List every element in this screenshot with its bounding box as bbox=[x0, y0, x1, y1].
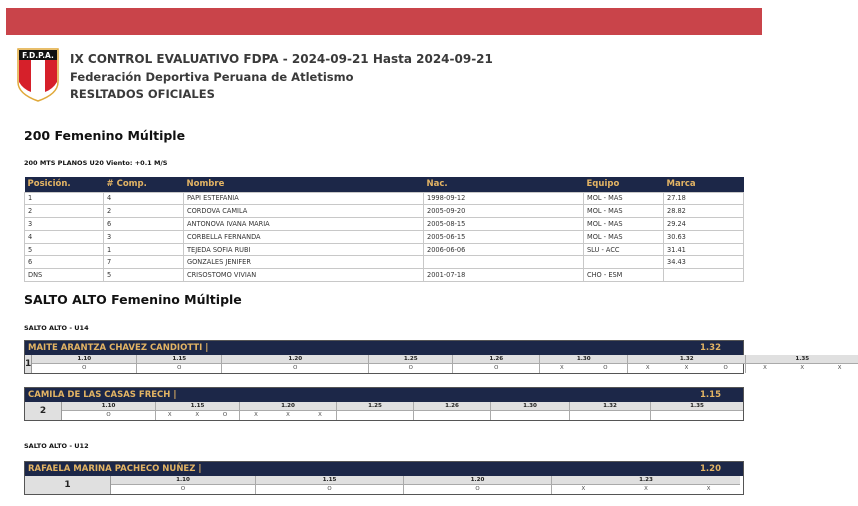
table-cell: 6 bbox=[25, 256, 104, 269]
attempt-result: O bbox=[327, 486, 332, 492]
attempt-result: X bbox=[560, 365, 564, 371]
attempt-result: X bbox=[286, 412, 290, 418]
attempt-result: O bbox=[475, 486, 480, 492]
attempt-marks bbox=[62, 411, 155, 420]
table-cell bbox=[664, 269, 744, 282]
attempt-result: X bbox=[644, 486, 648, 492]
table-cell: 6 bbox=[104, 218, 184, 231]
height-label: 1.30 bbox=[540, 355, 627, 364]
table-row bbox=[25, 269, 744, 282]
attempt-result: X bbox=[195, 412, 200, 418]
height-column bbox=[137, 355, 222, 373]
attempt-marks bbox=[111, 485, 255, 494]
table-row bbox=[25, 256, 744, 269]
height-column bbox=[414, 402, 491, 420]
table-cell: MOL - MAS bbox=[584, 218, 664, 231]
attempt-result: X bbox=[254, 412, 258, 418]
height-column bbox=[337, 402, 414, 420]
attempt-marks bbox=[156, 411, 239, 420]
attempt-marks bbox=[369, 364, 452, 373]
athlete-mark: 1.32 bbox=[700, 343, 721, 353]
attempts-grid bbox=[111, 476, 743, 494]
attempt-result: O bbox=[293, 365, 298, 371]
height-label: 1.35 bbox=[746, 355, 858, 364]
height-column bbox=[240, 402, 337, 420]
table-cell: 5 bbox=[104, 269, 184, 282]
height-label: 1.32 bbox=[570, 402, 650, 411]
height-label: 1.15 bbox=[256, 476, 403, 485]
height-label: 1.30 bbox=[491, 402, 569, 411]
height-column bbox=[491, 402, 570, 420]
fdpa-logo bbox=[17, 48, 59, 102]
athlete-name: RAFAELA MARINA PACHECO NUÑEZ | bbox=[28, 464, 202, 474]
attempt-result: X bbox=[167, 412, 172, 418]
table-row bbox=[25, 218, 744, 231]
height-label: 1.15 bbox=[156, 402, 239, 411]
height-label: 1.20 bbox=[240, 402, 336, 411]
event-title: IX CONTROL EVALUATIVO FDPA - 2024-09-21 Hasta 2024-09-21 bbox=[70, 52, 493, 66]
height-label: 1.26 bbox=[453, 355, 539, 364]
attempt-result: X bbox=[318, 412, 322, 418]
table-cell: 2005-09-20 bbox=[424, 205, 584, 218]
table-cell: TEJEDA SOFIA RUBI bbox=[184, 243, 424, 256]
column-header: Equipo bbox=[584, 177, 664, 192]
height-column bbox=[62, 402, 156, 420]
attempt-result: X bbox=[800, 365, 805, 371]
height-column bbox=[651, 402, 743, 420]
table-cell: 34.43 bbox=[664, 256, 744, 269]
top-banner bbox=[6, 8, 762, 35]
athlete-header bbox=[25, 341, 743, 355]
attempts-row bbox=[25, 476, 743, 494]
column-header: Nombre bbox=[184, 177, 424, 192]
height-column bbox=[32, 355, 137, 373]
column-header: Posición. bbox=[25, 177, 104, 192]
results-label: RESLTADOS OFICIALES bbox=[70, 87, 215, 101]
height-label: 1.10 bbox=[111, 476, 255, 485]
attempt-marks bbox=[552, 485, 740, 494]
table-cell bbox=[584, 256, 664, 269]
height-label: 1.35 bbox=[651, 402, 743, 411]
table-cell: ANTONOVA IVANA MARIA bbox=[184, 218, 424, 231]
athlete-position: 1 bbox=[25, 476, 111, 494]
attempt-marks bbox=[491, 411, 569, 420]
height-column bbox=[628, 355, 746, 373]
table-cell: 2005-08-15 bbox=[424, 218, 584, 231]
attempt-result: O bbox=[494, 365, 499, 371]
height-column bbox=[453, 355, 540, 373]
column-header: # Comp. bbox=[104, 177, 184, 192]
table-row bbox=[25, 205, 744, 218]
attempt-result: O bbox=[222, 412, 228, 418]
athlete-mark: 1.20 bbox=[700, 464, 721, 474]
height-column bbox=[156, 402, 240, 420]
table-cell: CORBELLA FERNANDA bbox=[184, 230, 424, 243]
table-cell: MOL - MAS bbox=[584, 230, 664, 243]
attempt-marks bbox=[337, 411, 413, 420]
table-cell: 3 bbox=[25, 218, 104, 231]
table-cell: MOL - MAS bbox=[584, 205, 664, 218]
height-column bbox=[570, 402, 651, 420]
table-cell bbox=[424, 256, 584, 269]
athlete-name: CAMILA DE LAS CASAS FRECH | bbox=[28, 390, 177, 400]
table-cell: 28.82 bbox=[664, 205, 744, 218]
table-cell: 1 bbox=[25, 192, 104, 205]
table-cell: CHO - ESM bbox=[584, 269, 664, 282]
attempt-result: X bbox=[837, 365, 842, 371]
athlete-position: 1 bbox=[25, 355, 32, 373]
group-label: SALTO ALTO - U12 bbox=[24, 442, 89, 450]
attempt-result: X bbox=[684, 365, 689, 371]
table-cell: MOL - MAS bbox=[584, 192, 664, 205]
table-row bbox=[25, 192, 744, 205]
table-cell: 5 bbox=[25, 243, 104, 256]
attempt-marks bbox=[746, 364, 858, 373]
attempt-result: O bbox=[723, 365, 728, 371]
table-cell: 7 bbox=[104, 256, 184, 269]
height-label: 1.25 bbox=[369, 355, 452, 364]
table-cell: 2005-06-15 bbox=[424, 230, 584, 243]
attempts-row bbox=[25, 355, 842, 373]
attempt-marks bbox=[404, 485, 551, 494]
athlete-block bbox=[24, 340, 842, 374]
attempt-result: O bbox=[180, 486, 186, 492]
group-label: SALTO ALTO - U14 bbox=[24, 324, 89, 332]
height-column bbox=[111, 476, 256, 494]
athlete-block bbox=[24, 387, 744, 421]
table-cell: 1 bbox=[104, 243, 184, 256]
attempt-marks bbox=[222, 364, 368, 373]
results-table-200 bbox=[24, 177, 744, 282]
height-column bbox=[540, 355, 628, 373]
attempt-result: X bbox=[645, 365, 650, 371]
section-title-high-jump: SALTO ALTO Femenino Múltiple bbox=[24, 292, 242, 307]
table-cell: GONZALES JENIFER bbox=[184, 256, 424, 269]
attempt-marks bbox=[137, 364, 221, 373]
attempts-row bbox=[25, 402, 743, 420]
height-label: 1.20 bbox=[222, 355, 368, 364]
table-cell: 2 bbox=[25, 205, 104, 218]
attempt-marks bbox=[540, 364, 627, 373]
height-label: 1.10 bbox=[62, 402, 155, 411]
attempt-result: O bbox=[603, 365, 608, 371]
table-cell: 2001-07-18 bbox=[424, 269, 584, 282]
height-column bbox=[552, 476, 740, 494]
height-column bbox=[256, 476, 404, 494]
attempts-grid bbox=[62, 402, 743, 420]
table-row bbox=[25, 230, 744, 243]
height-column bbox=[404, 476, 552, 494]
logo-text: F.D.P.A. bbox=[22, 51, 54, 60]
table-cell: 1998-09-12 bbox=[424, 192, 584, 205]
attempt-result: O bbox=[408, 365, 413, 371]
table-cell: 2 bbox=[104, 205, 184, 218]
athlete-position: 2 bbox=[25, 402, 62, 420]
table-cell: 31.41 bbox=[664, 243, 744, 256]
attempt-marks bbox=[651, 411, 743, 420]
section-title-200: 200 Femenino Múltiple bbox=[24, 128, 186, 143]
height-column bbox=[369, 355, 453, 373]
table-cell: 4 bbox=[25, 230, 104, 243]
table-cell: 30.63 bbox=[664, 230, 744, 243]
table-cell: 4 bbox=[104, 192, 184, 205]
attempt-marks bbox=[256, 485, 403, 494]
height-label: 1.32 bbox=[628, 355, 745, 364]
table-cell: CORDOVA CAMILA bbox=[184, 205, 424, 218]
attempt-marks bbox=[570, 411, 650, 420]
athlete-name: MAITE ARANTZA CHAVEZ CANDIOTTI | bbox=[28, 343, 209, 353]
attempt-marks bbox=[32, 364, 136, 373]
height-label: 1.10 bbox=[32, 355, 136, 364]
attempts-grid bbox=[32, 355, 858, 373]
height-column bbox=[222, 355, 369, 373]
attempt-marks bbox=[414, 411, 490, 420]
height-label: 1.26 bbox=[414, 402, 490, 411]
athlete-header bbox=[25, 462, 743, 476]
attempt-result: X bbox=[706, 486, 711, 492]
height-column bbox=[746, 355, 858, 373]
table-row bbox=[25, 243, 744, 256]
height-label: 1.25 bbox=[337, 402, 413, 411]
height-label: 1.15 bbox=[137, 355, 221, 364]
column-header: Marca bbox=[664, 177, 744, 192]
table-cell: 3 bbox=[104, 230, 184, 243]
attempt-result: O bbox=[82, 365, 87, 371]
attempt-marks bbox=[453, 364, 539, 373]
height-label: 1.20 bbox=[404, 476, 551, 485]
table-cell: PAPI ESTEFANIA bbox=[184, 192, 424, 205]
race-subtitle: 200 MTS PLANOS U20 Viento: +0.1 M/S bbox=[24, 159, 168, 167]
table-cell: DNS bbox=[25, 269, 104, 282]
table-cell: SLU - ACC bbox=[584, 243, 664, 256]
attempt-result: X bbox=[581, 486, 586, 492]
height-label: 1.23 bbox=[552, 476, 740, 485]
federation-name: Federación Deportiva Peruana de Atletismo bbox=[70, 70, 354, 84]
table-cell: CRISOSTOMO VIVIAN bbox=[184, 269, 424, 282]
attempt-marks bbox=[628, 364, 745, 373]
athlete-block bbox=[24, 461, 744, 495]
attempt-result: X bbox=[763, 365, 767, 371]
attempt-marks bbox=[240, 411, 336, 420]
table-cell: 27.18 bbox=[664, 192, 744, 205]
table-cell: 29.24 bbox=[664, 218, 744, 231]
athlete-header bbox=[25, 388, 743, 402]
attempt-result: O bbox=[177, 365, 182, 371]
table-cell: 2006-06-06 bbox=[424, 243, 584, 256]
athlete-mark: 1.15 bbox=[700, 390, 721, 400]
column-header: Nac. bbox=[424, 177, 584, 192]
attempt-result: O bbox=[106, 412, 111, 418]
